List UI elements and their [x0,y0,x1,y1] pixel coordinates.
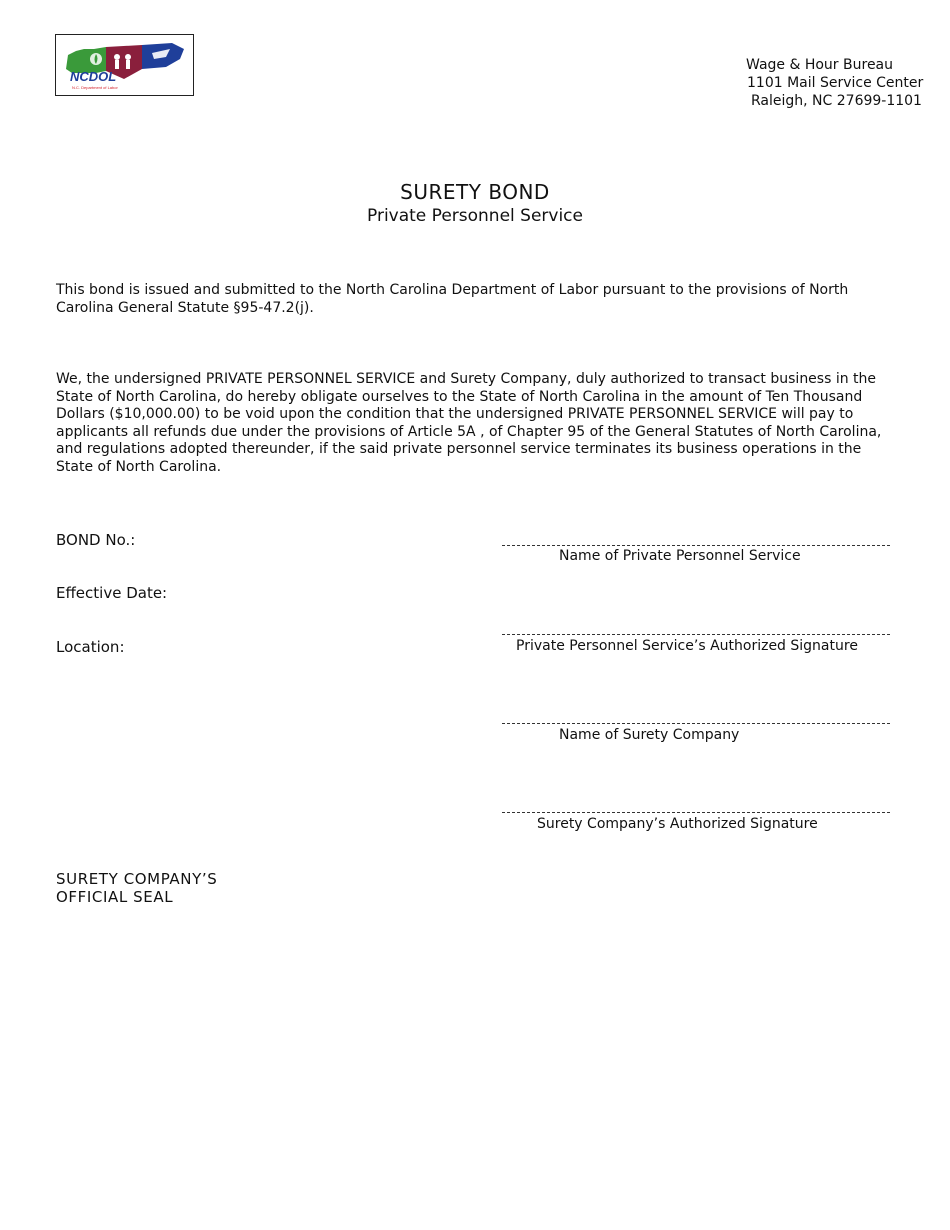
logo-text: NCDOL [70,69,117,84]
ncdol-logo [55,34,194,96]
surety-signature-line [502,812,890,813]
official-seal-label [56,870,217,906]
address-line-3: Raleigh, NC 27699-1101 [751,93,922,109]
surety-name-line [502,723,890,724]
intro-paragraph: This bond is issued and submitted to the North Carolina Department of Labor pursuant to the provisions of North Carolina General Statute §95-47.2(j). [56,282,849,316]
service-signature-line [502,634,890,635]
agency-address [700,56,930,110]
document-subtitle: Private Personnel Service [367,206,583,226]
seal-line-1: SURETY COMPANY’S [56,870,218,888]
surety-signature-caption: Surety Company’s Authorized Signature [537,816,818,832]
obligation-paragraph: We, the undersigned PRIVATE PERSONNEL SERVICE and Surety Company, duly authorized to transact business in the State of North Carolina, do hereby obligate ourselves to the State of North Carolina in the amount of Ten Thousand Dollars ($10,000.00) to be void upon the condition that the undersigned PRIVATE PERSONNEL SERVICE will pay to applicants all refunds due under the provisions of Article 5A , of Chapter 95 of the General Statutes of North Carolina, and regulations adopted thereunder, if the said private personnel service terminates its business operations in the State of North Carolina. [56,371,882,475]
surety-name-caption: Name of Surety Company [559,727,740,743]
location-label: Location: [56,638,125,656]
service-name-line [502,545,890,546]
effective-date-label: Effective Date: [56,584,168,602]
address-line-2: 1101 Mail Service Center [747,75,924,91]
service-signature-caption: Private Personnel Service’s Authorized Signature [516,638,858,654]
seal-line-2: OFFICIAL SEAL [56,888,174,906]
service-name-caption: Name of Private Personnel Service [559,548,801,564]
document-title: SURETY BOND [400,180,550,204]
bond-number-label: BOND No.: [56,531,136,549]
address-line-1: Wage & Hour Bureau [746,57,894,73]
logo-subtext: N.C. Department of Labor [72,85,118,90]
ncdol-logo-graphic [62,39,188,93]
